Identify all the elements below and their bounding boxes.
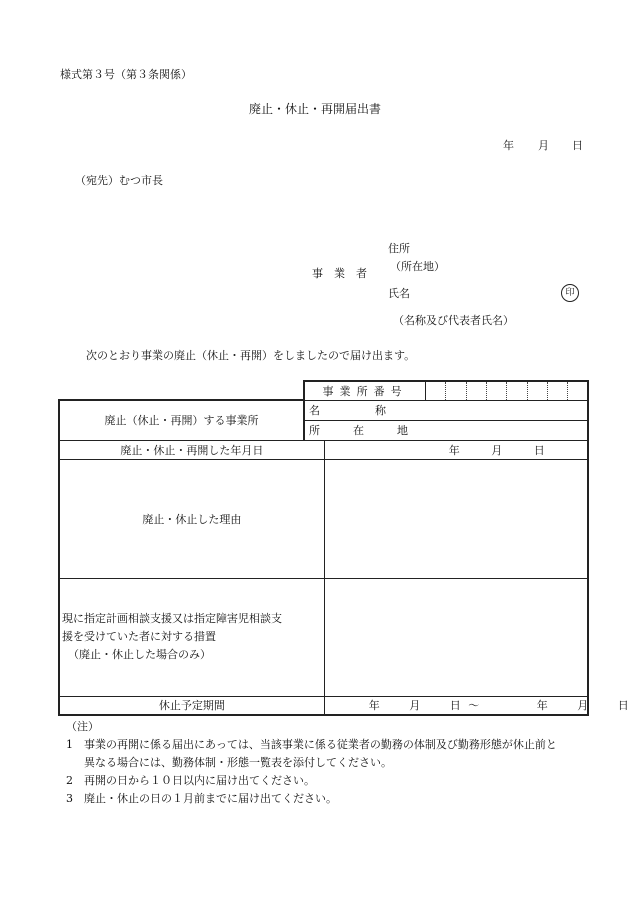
applicant-label: 事 業 者 [312,267,367,280]
note-text: 事業の再開に係る届出にあっては、当該事業に係る従業者の勤務の体制及び勤務形態が休止前と [84,738,557,751]
notes-heading: （注） [66,720,99,733]
address-label: 住所 [388,242,410,255]
office-label: 廃止（休止・再開）する事業所 [59,400,304,440]
measures-label-line-3: （廃止・休止した場合のみ） [68,648,211,661]
reason-row [59,459,588,578]
form-number: 様式第３号（第３条関係） [60,68,192,81]
period-month-start: 月 [409,699,421,713]
period-month-end: 月 [577,699,589,713]
office-number-digit[interactable] [507,381,527,400]
office-number-label: 事業所番号 [304,381,426,400]
office-number-digit[interactable] [446,381,466,400]
measures-label [59,578,324,696]
date-value-input[interactable] [324,440,588,459]
period-tilde: ～ [468,699,480,713]
office-name-input[interactable] [426,400,588,420]
reason-label: 廃止・休止した理由 [59,459,324,578]
intro-text: 次のとおり事業の廃止（休止・再開）をしましたので届け出ます。 [86,349,416,362]
measures-label-line-1: 現に指定計画相談支援又は指定障害児相談支 [62,612,282,625]
date-year: 年 [503,139,514,152]
office-number-digit[interactable] [568,381,588,400]
period-row [59,696,588,715]
period-day-end: 日 [617,699,629,713]
address-sub-label: （所在地） [390,260,445,273]
office-address-input[interactable] [426,420,588,440]
notes [62,718,592,808]
date-day: 日 [572,139,583,152]
office-number-digit[interactable] [487,381,507,400]
period-day-start: 日 [449,699,461,713]
date-row [59,440,588,459]
measures-input[interactable] [324,578,588,696]
note-item [62,790,592,808]
period-value-input[interactable] [324,696,629,715]
period-year-start: 年 [368,699,380,713]
measures-row [59,578,588,696]
addressee: （宛先）むつ市長 [75,174,163,187]
note-number: 1 [66,738,73,751]
note-text: 再開の日から１０日以内に届け出てください。 [84,774,315,787]
measures-label-line-2: 援を受けていた者に対する措置 [62,630,216,643]
date-value-year: 年 [448,443,460,457]
office-number-digit[interactable] [426,381,446,400]
period-year-end: 年 [536,699,548,713]
seal-mark: 印 [561,284,579,302]
office-name-row [59,400,588,420]
office-number-digit[interactable] [527,381,547,400]
office-number-digit[interactable] [466,381,486,400]
date-month: 月 [538,139,549,152]
note-text-continued: 異なる場合には、勤務体制・形態一覧表を添付してください。 [84,756,392,769]
name-sub-label: （名称及び代表者氏名） [393,314,514,327]
note-number: 2 [66,774,73,787]
notification-table [58,380,629,716]
note-item [62,736,592,772]
note-number: 3 [66,792,73,805]
office-number-digit[interactable] [547,381,567,400]
date-label: 廃止・休止・再開した年月日 [59,440,324,459]
date-value-month: 月 [491,443,503,457]
reason-input[interactable] [324,459,588,578]
office-name-label: 名 称 [304,400,426,420]
office-number-row [59,381,588,400]
office-address-label: 所 在 地 [304,420,426,440]
date-value-day: 日 [533,443,545,457]
name-label: 氏名 [388,287,410,300]
note-item [62,772,592,790]
form-title: 廃止・休止・再開届出書 [248,102,381,116]
note-text: 廃止・休止の日の１月前までに届け出てください。 [84,792,337,805]
period-label: 休止予定期間 [59,696,324,715]
